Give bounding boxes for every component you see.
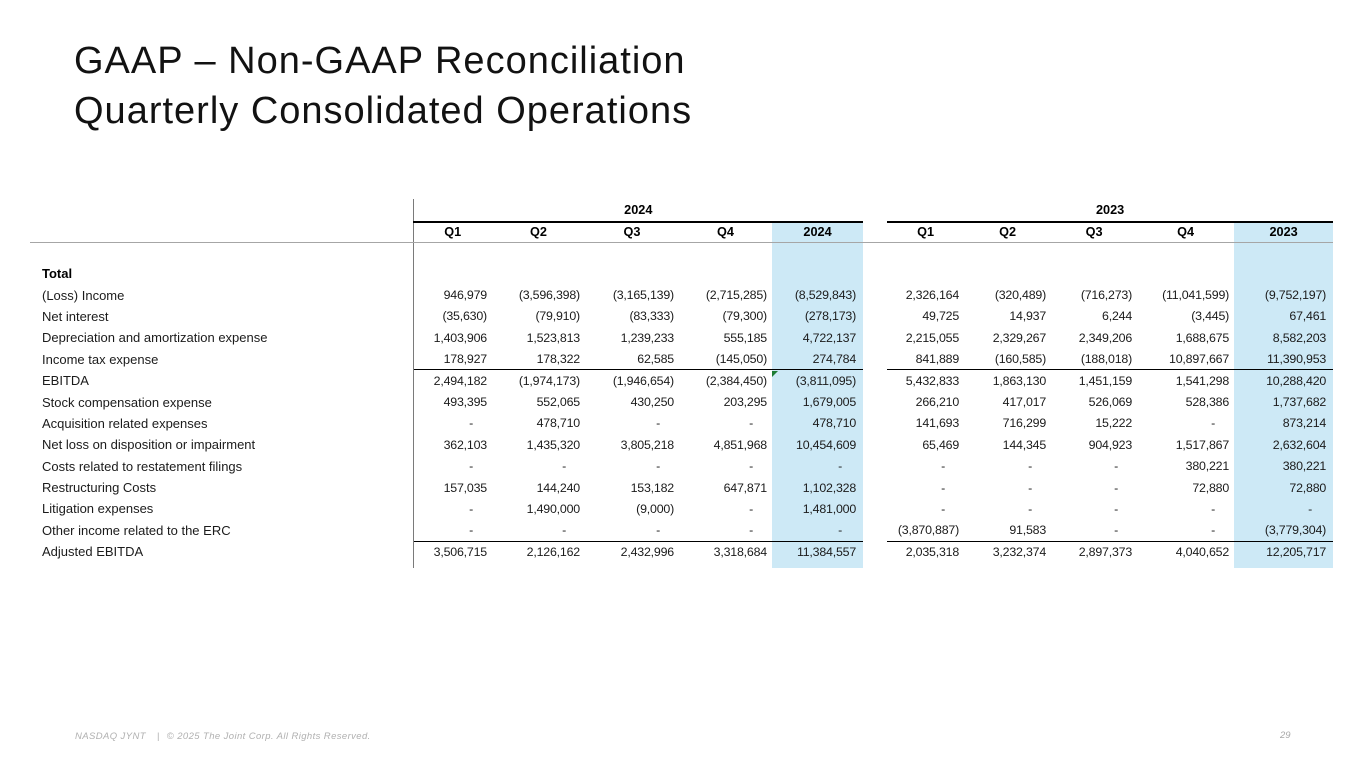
table-row xyxy=(30,477,1333,498)
spacer-cell xyxy=(492,242,585,263)
value-cell: 2,632,604 xyxy=(1234,434,1333,455)
value-cell: (2,384,450) xyxy=(679,370,772,391)
spacer-cell xyxy=(964,242,1051,263)
corner-cell xyxy=(30,199,413,222)
table-row xyxy=(30,199,1333,222)
value-cell: 2,494,182 xyxy=(413,370,492,391)
value-cell: (35,630) xyxy=(413,306,492,327)
spacer-cell xyxy=(413,562,492,568)
table-row xyxy=(30,242,1333,263)
value-cell: (79,910) xyxy=(535,309,580,324)
row-label: EBITDA xyxy=(42,373,89,389)
value-cell: 4,040,652 xyxy=(1137,541,1234,562)
spacer-cell xyxy=(413,263,492,284)
value-cell: 10,288,420 xyxy=(1234,370,1333,391)
value-cell: (9,000) xyxy=(636,501,674,516)
row-label: Costs related to restatement filings xyxy=(42,458,243,474)
value-cell: 91,583 xyxy=(1009,523,1047,538)
table-row xyxy=(30,541,1333,562)
value-cell: (3,445) xyxy=(1191,309,1230,324)
value-cell: 362,103 xyxy=(413,434,492,455)
spacer-cell xyxy=(772,562,863,568)
column-header: Q3 xyxy=(585,222,679,242)
slide-title-line2: Quarterly Consolidated Operations xyxy=(74,90,693,132)
value-cell: 1,403,906 xyxy=(413,327,492,348)
row-label: Adjusted EBITDA xyxy=(42,544,144,560)
table-row xyxy=(30,349,1333,370)
spacer-cell xyxy=(964,263,1051,284)
value-cell: 153,182 xyxy=(630,480,674,495)
value-cell: 14,937 xyxy=(1009,309,1047,324)
value-cell: - xyxy=(1211,501,1216,516)
value-cell: - xyxy=(1114,523,1119,538)
table-row xyxy=(30,306,1333,327)
value-cell: 1,523,813 xyxy=(526,330,580,345)
slide-title xyxy=(74,36,692,136)
slide-title-line1: GAAP – Non-GAAP Reconciliation xyxy=(74,40,686,82)
row-label: Stock compensation expense xyxy=(42,394,212,410)
value-cell: 841,889 xyxy=(915,352,960,366)
year-header-2023: 2023 xyxy=(887,199,1333,222)
gap-cell xyxy=(863,349,887,370)
spacer-cell xyxy=(1234,242,1333,263)
value-cell: 1,451,159 xyxy=(1051,370,1137,391)
spacer-cell xyxy=(679,242,772,263)
table-row xyxy=(30,370,1333,391)
value-cell: 873,214 xyxy=(1234,413,1333,434)
page-number: 29 xyxy=(1280,730,1291,741)
column-header: Q1 xyxy=(887,222,964,242)
value-cell: 11,384,557 xyxy=(772,541,863,562)
value-cell: (145,050) xyxy=(715,352,767,366)
value-cell: 2,126,162 xyxy=(492,541,585,562)
table-row xyxy=(30,562,1333,568)
value-cell: 157,035 xyxy=(413,477,492,498)
spacer-cell xyxy=(585,562,679,568)
spacer-cell xyxy=(887,562,964,568)
spacer-cell xyxy=(1051,562,1137,568)
value-cell: 1,863,130 xyxy=(964,370,1051,391)
value-cell: 552,065 xyxy=(536,395,580,410)
value-cell: 8,582,203 xyxy=(1234,327,1333,348)
value-cell: 1,481,000 xyxy=(772,498,863,519)
gap-cell xyxy=(863,199,887,222)
gap-cell xyxy=(863,456,887,477)
value-cell: 2,215,055 xyxy=(905,330,960,345)
value-cell: (2,715,285) xyxy=(705,288,767,303)
value-cell: 2,897,373 xyxy=(1051,541,1137,562)
column-header: Q2 xyxy=(964,222,1051,242)
column-header: 2023 xyxy=(1234,222,1333,242)
spacer-cell xyxy=(772,263,863,284)
value-cell: - xyxy=(1028,480,1033,495)
value-cell: - xyxy=(1028,501,1033,516)
row-label: Litigation expenses xyxy=(42,501,154,517)
value-cell: 67,461 xyxy=(1234,306,1333,327)
value-cell: (3,870,887) xyxy=(897,523,960,538)
row-label: Net interest xyxy=(42,308,109,324)
value-cell: 4,851,968 xyxy=(713,437,767,452)
value-cell: 1,679,005 xyxy=(772,391,863,412)
column-header: Q1 xyxy=(413,222,492,242)
value-cell: - xyxy=(656,459,660,474)
table-row xyxy=(30,284,1333,305)
value-cell: 2,329,267 xyxy=(992,330,1047,345)
row-label: Restructuring Costs xyxy=(42,480,157,496)
gap-cell xyxy=(863,284,887,305)
value-cell: - xyxy=(562,459,566,474)
comment-flag-icon xyxy=(772,371,778,377)
row-label-header xyxy=(30,222,413,242)
row-label: Depreciation and amortization expense xyxy=(42,330,268,346)
spacer-cell xyxy=(887,263,964,284)
value-cell: 1,737,682 xyxy=(1234,391,1333,412)
spacer-cell xyxy=(1234,562,1333,568)
row-label: Other income related to the ERC xyxy=(42,522,231,538)
row-label: Acquisition related expenses xyxy=(42,415,208,431)
column-header: Q2 xyxy=(492,222,585,242)
spacer-cell xyxy=(1137,562,1234,568)
gap-cell xyxy=(863,327,887,348)
value-cell: 526,069 xyxy=(1088,395,1133,410)
value-cell: 904,923 xyxy=(1088,437,1133,452)
spacer-cell xyxy=(585,263,679,284)
value-cell: 478,710 xyxy=(536,416,580,431)
value-cell: - xyxy=(1234,498,1333,519)
value-cell: 3,805,218 xyxy=(620,437,674,452)
spacer-cell xyxy=(413,242,492,263)
value-cell: 946,979 xyxy=(413,284,492,305)
value-cell: (11,041,599) xyxy=(1162,288,1230,303)
value-cell: 203,295 xyxy=(723,395,767,410)
value-cell: 380,221 xyxy=(1185,459,1230,474)
spacer-cell xyxy=(679,263,772,284)
spacer-cell xyxy=(492,562,585,568)
value-cell: 478,710 xyxy=(772,413,863,434)
footer-ticker: NASDAQ JYNT xyxy=(75,731,146,742)
column-header: 2024 xyxy=(772,222,863,242)
section-label: Total xyxy=(42,266,73,282)
value-cell: 2,326,164 xyxy=(905,288,960,303)
gap-cell xyxy=(863,520,887,541)
value-cell: 1,688,675 xyxy=(1175,330,1230,345)
value-cell: 417,017 xyxy=(1002,395,1047,410)
table-row xyxy=(30,456,1333,477)
value-cell: 72,880 xyxy=(1234,477,1333,498)
gap-cell xyxy=(863,434,887,455)
value-cell: 3,318,684 xyxy=(679,541,772,562)
value-cell: - xyxy=(656,416,660,431)
value-cell: 1,435,320 xyxy=(526,437,580,452)
gap-cell xyxy=(863,413,887,434)
value-cell: 555,185 xyxy=(723,330,767,345)
value-cell: (278,173) xyxy=(772,306,863,327)
spacer-cell xyxy=(1137,242,1234,263)
value-cell: 380,221 xyxy=(1234,456,1333,477)
spacer-cell xyxy=(492,263,585,284)
value-cell: - xyxy=(941,501,946,516)
value-cell: - xyxy=(749,459,753,474)
spacer-cell xyxy=(1051,242,1137,263)
row-label: (Loss) Income xyxy=(42,287,125,303)
gap-cell xyxy=(863,242,887,263)
value-cell: 10,454,609 xyxy=(772,434,863,455)
value-cell: 2,035,318 xyxy=(887,541,964,562)
value-cell: 11,390,953 xyxy=(1234,349,1333,370)
value-cell: 3,506,715 xyxy=(413,541,492,562)
value-cell: - xyxy=(1211,523,1216,538)
value-cell: 1,517,867 xyxy=(1175,437,1230,452)
value-cell: (1,974,173) xyxy=(492,370,585,391)
value-cell: - xyxy=(749,501,753,516)
spacer-cell xyxy=(1137,263,1234,284)
value-cell: 72,880 xyxy=(1192,480,1230,495)
value-cell: - xyxy=(1114,501,1119,516)
value-cell: (79,300) xyxy=(722,309,767,324)
value-cell: - xyxy=(413,520,492,541)
value-cell: 141,693 xyxy=(915,416,960,431)
gap-cell xyxy=(863,222,887,242)
spacer-cell xyxy=(30,242,413,263)
value-cell: - xyxy=(749,523,753,538)
value-cell: - xyxy=(749,416,753,431)
value-cell: 62,585 xyxy=(637,352,674,366)
value-cell: 49,725 xyxy=(922,309,960,324)
footer xyxy=(75,731,371,742)
table-row xyxy=(30,391,1333,412)
row-label: Net loss on disposition or impairment xyxy=(42,437,256,453)
value-cell: 1,102,328 xyxy=(772,477,863,498)
value-cell: 144,240 xyxy=(536,480,580,495)
value-cell: (3,779,304) xyxy=(1234,520,1333,541)
table-row xyxy=(30,520,1333,541)
value-cell: 647,871 xyxy=(723,480,767,495)
value-cell: - xyxy=(1114,480,1119,495)
spacer-cell xyxy=(964,562,1051,568)
value-cell: 6,244 xyxy=(1102,309,1133,324)
table-row xyxy=(30,327,1333,348)
value-cell: 1,490,000 xyxy=(526,501,580,516)
value-cell: 1,239,233 xyxy=(620,330,674,345)
value-cell: - xyxy=(1028,459,1033,474)
value-cell: 1,541,298 xyxy=(1137,370,1234,391)
gap-cell xyxy=(863,391,887,412)
spacer-cell xyxy=(679,562,772,568)
gap-cell xyxy=(863,263,887,284)
value-cell: - xyxy=(941,480,946,495)
value-cell: 178,322 xyxy=(536,352,580,366)
value-cell: (9,752,197) xyxy=(1234,284,1333,305)
column-header: Q3 xyxy=(1051,222,1137,242)
value-cell: (716,273) xyxy=(1080,288,1133,303)
value-cell: - xyxy=(413,413,492,434)
spacer-cell xyxy=(585,242,679,263)
gap-cell xyxy=(863,562,887,568)
spacer-cell xyxy=(1051,263,1137,284)
gap-cell xyxy=(863,498,887,519)
table-row xyxy=(30,498,1333,519)
value-cell: 3,232,374 xyxy=(964,541,1051,562)
value-cell: (320,489) xyxy=(994,288,1047,303)
value-cell: (160,585) xyxy=(994,352,1047,366)
gap-cell xyxy=(863,541,887,562)
value-cell: - xyxy=(562,523,566,538)
spacer-cell xyxy=(30,562,413,568)
table-row xyxy=(30,222,1333,242)
row-label: Income tax expense xyxy=(42,351,159,367)
value-cell: 12,205,717 xyxy=(1234,541,1333,562)
value-cell: (3,165,139) xyxy=(612,288,674,303)
value-cell: (188,018) xyxy=(1080,352,1133,366)
value-cell: - xyxy=(1211,416,1216,431)
value-cell: 178,927 xyxy=(413,349,492,370)
value-cell: 274,784 xyxy=(772,349,863,370)
value-cell: - xyxy=(772,456,863,477)
year-header-2024: 2024 xyxy=(413,199,863,222)
value-cell: - xyxy=(413,498,492,519)
value-cell: (1,946,654) xyxy=(585,370,679,391)
value-cell: 65,469 xyxy=(922,437,960,452)
value-cell: 266,210 xyxy=(915,395,960,410)
value-cell: - xyxy=(1114,459,1119,474)
value-cell: (83,333) xyxy=(629,309,674,324)
value-cell: 2,349,206 xyxy=(1078,330,1133,345)
value-cell: 144,345 xyxy=(1002,437,1047,452)
footer-copyright: © 2025 The Joint Corp. All Rights Reserved. xyxy=(166,731,371,742)
value-cell: (3,596,398) xyxy=(518,288,580,303)
value-cell: - xyxy=(656,523,660,538)
value-cell: (8,529,843) xyxy=(772,284,863,305)
table-row xyxy=(30,263,1333,284)
value-cell: 10,897,667 xyxy=(1169,352,1230,366)
gap-cell xyxy=(863,370,887,391)
column-header: Q4 xyxy=(679,222,772,242)
value-cell: - xyxy=(772,520,863,541)
value-cell: - xyxy=(413,456,492,477)
value-cell: 716,299 xyxy=(1002,416,1047,431)
column-header: Q4 xyxy=(1137,222,1234,242)
value-cell: 15,222 xyxy=(1095,416,1133,431)
value-cell: 2,432,996 xyxy=(585,541,679,562)
table-row xyxy=(30,434,1333,455)
spacer-cell xyxy=(1234,263,1333,284)
footer-separator: | xyxy=(156,731,160,742)
table-row xyxy=(30,413,1333,434)
value-cell: (3,811,095) xyxy=(772,370,863,391)
reconciliation-table xyxy=(30,199,1333,568)
spacer-cell xyxy=(887,242,964,263)
value-cell: 5,432,833 xyxy=(887,370,964,391)
value-cell: - xyxy=(941,459,946,474)
gap-cell xyxy=(863,477,887,498)
value-cell: 493,395 xyxy=(413,391,492,412)
spacer-cell xyxy=(772,242,863,263)
gap-cell xyxy=(863,306,887,327)
value-cell: 430,250 xyxy=(630,395,674,410)
value-cell: 528,386 xyxy=(1185,395,1230,410)
value-cell: 4,722,137 xyxy=(772,327,863,348)
